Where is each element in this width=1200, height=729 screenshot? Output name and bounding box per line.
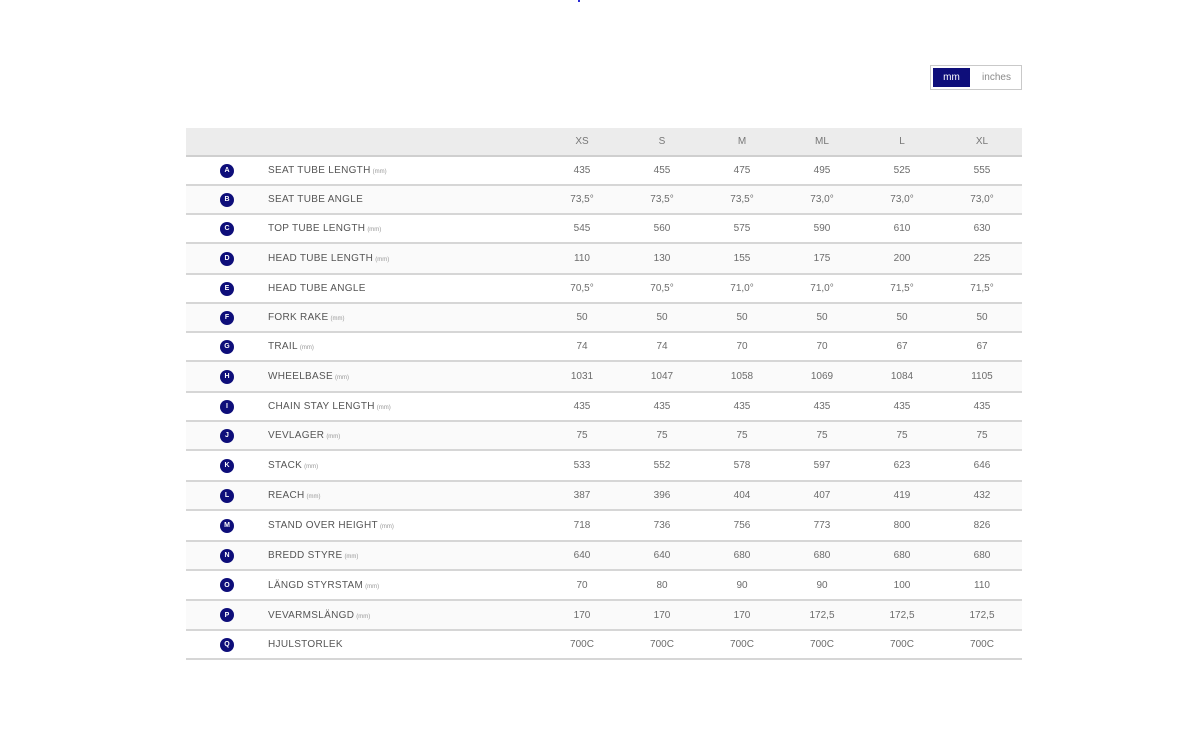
measurement-name: LÄNGD STYRSTAM [268,579,364,591]
measurement-label-cell [268,450,542,481]
measurement-label-cell [268,541,542,570]
measurement-value-cell: 70 [542,570,622,600]
measurement-value-cell: 170 [622,600,702,630]
measurement-value-cell: 1069 [782,361,862,392]
measurement-letter-badge: O [220,578,234,592]
table-row [186,541,1022,570]
measurement-value-cell: 435 [542,392,622,421]
measurement-value-cell: 71,0° [702,274,782,303]
measurement-unit: (mm) [356,613,371,620]
measurement-letter-badge: B [220,193,234,207]
row-badge-cell [186,570,268,600]
measurement-value-cell: 75 [862,421,942,450]
table-row [186,510,1022,541]
measurement-value-cell: 387 [542,481,622,510]
row-badge-cell [186,332,268,361]
table-row [186,450,1022,481]
measurement-unit: (mm) [330,316,345,322]
measurement-name: HJULSTORLEK [268,639,343,650]
table-row [186,156,1022,185]
measurement-name: BREDD STYRE [268,550,343,561]
row-badge-cell [186,421,268,450]
table-row [186,421,1022,450]
measurement-value-cell: 71,0° [782,274,862,303]
measurement-value-cell: 71,5° [942,274,1022,303]
measurement-value-cell: 74 [542,332,622,361]
measurement-letter-badge: E [220,282,234,296]
measurement-unit: (mm) [304,464,319,470]
measurement-value-cell: 623 [862,450,942,481]
table-row [186,570,1022,600]
measurement-value-cell: 555 [942,156,1022,185]
measurement-value-cell: 495 [782,156,862,185]
measurement-value-cell: 172,5 [782,600,862,630]
measurement-value-cell: 396 [622,481,702,510]
measurement-value-cell: 435 [542,156,622,185]
measurement-unit: (mm) [365,583,380,590]
row-badge-cell [186,481,268,510]
row-badge-cell [186,600,268,630]
measurement-label-cell [268,630,542,659]
measurement-value-cell: 100 [862,570,942,600]
measurement-label-cell [268,303,542,332]
measurement-value-cell: 700C [702,630,782,659]
measurement-letter-badge: Q [220,638,234,652]
measurement-value-cell: 1031 [542,361,622,392]
measurement-value-cell: 67 [862,332,942,361]
measurement-value-cell: 640 [622,541,702,570]
measurement-value-cell: 552 [622,450,702,481]
measurement-value-cell: 826 [942,510,1022,541]
measurement-value-cell: 575 [702,214,782,243]
row-badge-cell [186,510,268,541]
measurement-value-cell: 680 [862,541,942,570]
measurement-letter-badge: I [220,400,234,414]
size-header-m: M [702,128,782,156]
measurement-value-cell: 1047 [622,361,702,392]
measurement-unit: (mm) [334,375,349,381]
measurement-label-cell [268,332,542,361]
measurement-letter-badge: D [220,252,234,266]
measurement-value-cell: 435 [942,392,1022,421]
size-header-l: L [862,128,942,156]
measurement-value-cell: 800 [862,510,942,541]
row-badge-cell [186,156,268,185]
table-row [186,332,1022,361]
geometry-table [186,128,1022,660]
measurement-unit: (mm) [375,257,390,263]
measurement-value-cell: 700C [782,630,862,659]
measurement-label-cell [268,570,542,600]
row-badge-cell [186,185,268,214]
measurement-letter-badge: G [220,340,234,354]
measurement-value-cell: 50 [622,303,702,332]
measurement-label-cell [268,156,542,185]
table-row [186,303,1022,332]
unit-inches-button[interactable]: inches [982,72,1011,83]
measurement-value-cell: 225 [942,243,1022,274]
measurement-value-cell: 419 [862,481,942,510]
row-badge-cell [186,303,268,332]
row-badge-cell [186,274,268,303]
measurement-value-cell: 1084 [862,361,942,392]
measurement-letter-badge: F [220,311,234,325]
measurement-value-cell: 75 [542,421,622,450]
measurement-name: TOP TUBE LENGTH [268,223,366,234]
row-badge-cell [186,214,268,243]
measurement-value-cell: 50 [702,303,782,332]
measurement-label-cell [268,392,542,421]
table-row [186,214,1022,243]
measurement-value-cell: 610 [862,214,942,243]
measurement-label-cell [268,600,542,630]
measurement-name: REACH [268,490,305,501]
measurement-value-cell: 50 [782,303,862,332]
measurement-value-cell: 700C [542,630,622,659]
measurement-value-cell: 175 [782,243,862,274]
row-badge-cell [186,450,268,481]
size-header-xs: XS [542,128,622,156]
measurement-value-cell: 578 [702,450,782,481]
measurement-value-cell: 73,0° [782,185,862,214]
measurement-name: VEVLAGER [268,430,325,441]
measurement-name: VEVARMSLÄNGD [268,609,355,621]
measurement-value-cell: 110 [542,243,622,274]
measurement-value-cell: 435 [862,392,942,421]
table-row [186,243,1022,274]
measurement-value-cell: 680 [942,541,1022,570]
measurement-value-cell: 680 [702,541,782,570]
measurement-letter-badge: L [220,489,234,503]
measurement-value-cell: 172,5 [942,600,1022,630]
size-header-ml: ML [782,128,862,156]
measurement-value-cell: 172,5 [862,600,942,630]
measurement-value-cell: 155 [702,243,782,274]
measurement-value-cell: 70 [702,332,782,361]
unit-mm-button[interactable]: mm [931,66,972,89]
header-badge-column [186,128,268,156]
measurement-value-cell: 432 [942,481,1022,510]
measurement-value-cell: 435 [782,392,862,421]
measurement-value-cell: 407 [782,481,862,510]
measurement-value-cell: 50 [942,303,1022,332]
measurement-name: STACK [268,460,303,471]
measurement-unit: (mm) [376,405,391,411]
measurement-value-cell: 74 [622,332,702,361]
measurement-letter-badge: C [220,222,234,236]
measurement-name: TRAIL [268,341,298,352]
measurement-value-cell: 73,5° [542,185,622,214]
measurement-label-cell [268,243,542,274]
measurement-value-cell: 560 [622,214,702,243]
measurement-letter-badge: A [220,164,234,178]
measurement-label-cell [268,481,542,510]
table-header-row [186,128,1022,156]
table-row [186,600,1022,630]
measurement-value-cell: 545 [542,214,622,243]
measurement-value-cell: 590 [782,214,862,243]
measurement-value-cell: 533 [542,450,622,481]
measurement-letter-badge: K [220,459,234,473]
measurement-label-cell [268,510,542,541]
measurement-letter-badge: M [220,519,234,533]
measurement-value-cell: 67 [942,332,1022,361]
measurement-value-cell: 80 [622,570,702,600]
measurement-value-cell: 597 [782,450,862,481]
measurement-value-cell: 130 [622,243,702,274]
measurement-label-cell [268,274,542,303]
measurement-name: HEAD TUBE LENGTH [268,253,374,264]
table-row [186,481,1022,510]
measurement-value-cell: 75 [702,421,782,450]
measurement-name: HEAD TUBE ANGLE [268,283,366,294]
measurement-value-cell: 70 [782,332,862,361]
measurement-value-cell: 200 [862,243,942,274]
measurement-name: FORK RAKE [268,312,329,323]
measurement-value-cell: 70,5° [622,274,702,303]
measurement-value-cell: 680 [782,541,862,570]
table-body [186,156,1022,659]
measurement-unit: (mm) [306,494,321,500]
row-badge-cell [186,243,268,274]
measurement-value-cell: 73,0° [942,185,1022,214]
page-top-fragment [578,0,580,2]
measurement-value-cell: 435 [702,392,782,421]
measurement-value-cell: 75 [782,421,862,450]
measurement-value-cell: 1105 [942,361,1022,392]
measurement-unit: (mm) [372,169,387,175]
measurement-label-cell [268,214,542,243]
measurement-value-cell: 525 [862,156,942,185]
measurement-letter-badge: N [220,549,234,563]
measurement-unit: (mm) [344,554,359,560]
measurement-name: CHAIN STAY LENGTH [268,401,375,412]
row-badge-cell [186,541,268,570]
measurement-unit: (mm) [379,524,394,530]
measurement-value-cell: 718 [542,510,622,541]
row-badge-cell [186,361,268,392]
measurement-value-cell: 75 [942,421,1022,450]
measurement-name: WHEELBASE [268,371,333,382]
measurement-value-cell: 50 [542,303,622,332]
measurement-value-cell: 475 [702,156,782,185]
table-row [186,185,1022,214]
measurement-label-cell [268,361,542,392]
measurement-value-cell: 700C [942,630,1022,659]
measurement-name: SEAT TUBE LENGTH [268,165,371,176]
measurement-label-cell [268,185,542,214]
measurement-value-cell: 170 [702,600,782,630]
measurement-letter-badge: H [220,370,234,384]
header-label-column [268,128,542,156]
measurement-value-cell: 630 [942,214,1022,243]
measurement-value-cell: 110 [942,570,1022,600]
measurement-name: STAND OVER HEIGHT [268,520,378,531]
measurement-letter-badge: J [220,429,234,443]
measurement-value-cell: 640 [542,541,622,570]
measurement-value-cell: 646 [942,450,1022,481]
measurement-value-cell: 90 [782,570,862,600]
measurement-value-cell: 773 [782,510,862,541]
measurement-label-cell [268,421,542,450]
measurement-value-cell: 170 [542,600,622,630]
measurement-unit: (mm) [326,434,341,440]
measurement-value-cell: 71,5° [862,274,942,303]
measurement-value-cell: 75 [622,421,702,450]
measurement-value-cell: 70,5° [542,274,622,303]
measurement-unit: (mm) [367,227,382,233]
measurement-letter-badge: P [220,608,234,622]
size-header-xl: XL [942,128,1022,156]
table-row [186,274,1022,303]
table-row [186,392,1022,421]
measurement-value-cell: 700C [862,630,942,659]
table-row [186,630,1022,659]
measurement-value-cell: 1058 [702,361,782,392]
measurement-value-cell: 756 [702,510,782,541]
measurement-value-cell: 736 [622,510,702,541]
measurement-value-cell: 73,5° [702,185,782,214]
measurement-value-cell: 435 [622,392,702,421]
row-badge-cell [186,630,268,659]
measurement-value-cell: 50 [862,303,942,332]
measurement-name: SEAT TUBE ANGLE [268,194,364,205]
measurement-value-cell: 700C [622,630,702,659]
measurement-value-cell: 90 [702,570,782,600]
measurement-value-cell: 404 [702,481,782,510]
measurement-value-cell: 73,5° [622,185,702,214]
measurement-value-cell: 455 [622,156,702,185]
measurement-unit: (mm) [299,345,314,351]
unit-toggle [930,65,1022,90]
size-header-s: S [622,128,702,156]
measurement-value-cell: 73,0° [862,185,942,214]
table-row [186,361,1022,392]
row-badge-cell [186,392,268,421]
